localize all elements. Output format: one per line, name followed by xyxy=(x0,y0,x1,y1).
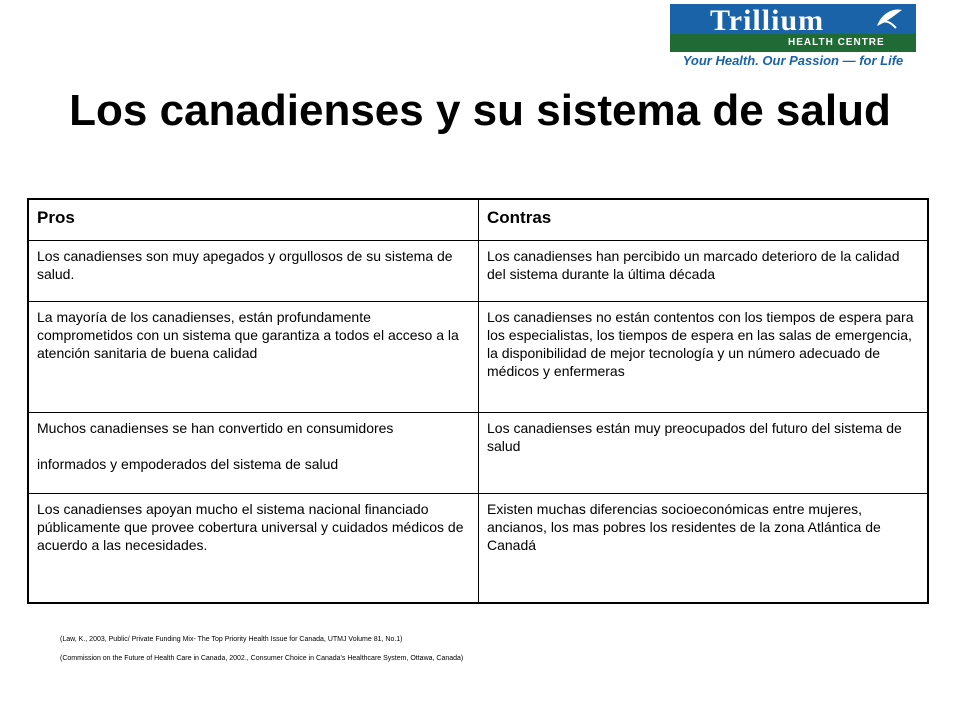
table-row xyxy=(28,241,928,302)
reference-item: (Commission on the Future of Health Care in Canada, 2002., Consumer Choice in Canada's Healthcare System, Ottawa, Canada) xyxy=(60,655,464,662)
pros-cell: Los canadienses apoyan mucho el sistema nacional financiado públicamente que provee cobertura universal y cuidados médicos de acuerdo a las necesidades. xyxy=(28,494,479,604)
pros-cell-line: Muchos canadienses se han convertido en consumidores xyxy=(37,420,394,436)
contras-cell: Los canadienses han percibido un marcado deterioro de la calidad del sistema durante la última década xyxy=(479,241,929,302)
logo-tagline: Your Health. Our Passion — for Life xyxy=(682,53,904,68)
pros-cell: La mayoría de los canadienses, están profundamente comprometidos con un sistema que garantiza a todos el acceso a la atención sanitaria de buena calidad xyxy=(28,302,479,413)
table-header-row xyxy=(28,199,928,241)
page-title: Los canadienses y su sistema de salud xyxy=(69,86,891,135)
trillium-logo xyxy=(668,4,918,68)
table-row xyxy=(28,413,928,494)
reference-item: (Law, K., 2003, Public/ Private Funding Mix- The Top Priority Health Issue for Canada, UTMJ Volume 81, No.1) xyxy=(60,636,403,643)
logo-banner xyxy=(670,4,916,52)
logo-name: Trillium xyxy=(710,4,825,37)
pros-contras-table xyxy=(27,198,929,604)
header-pros: Pros xyxy=(28,199,479,241)
logo-subtitle: HEALTH CENTRE xyxy=(788,37,885,48)
pros-cell-line: informados y empoderados del sistema de salud xyxy=(37,456,339,472)
header-contras: Contras xyxy=(479,199,929,241)
trillium-leaf-icon xyxy=(874,6,904,30)
pros-cell xyxy=(28,413,479,494)
table-row xyxy=(28,302,928,413)
contras-cell: Los canadienses no están contentos con los tiempos de espera para los especialistas, los tiempos de espera en las salas de emergencia, la disponibilidad de mejor tecnología y un número adecuado de médicos y enfermeras xyxy=(479,302,929,413)
pros-cell: Los canadienses son muy apegados y orgullosos de su sistema de salud. xyxy=(28,241,479,302)
references xyxy=(60,636,463,674)
table-row xyxy=(28,494,928,604)
contras-cell: Los canadienses están muy preocupados del futuro del sistema de salud xyxy=(479,413,929,494)
contras-cell: Existen muchas diferencias socioeconómicas entre mujeres, ancianos, los mas pobres los residentes de la zona Atlántica de Canadá xyxy=(479,494,929,604)
